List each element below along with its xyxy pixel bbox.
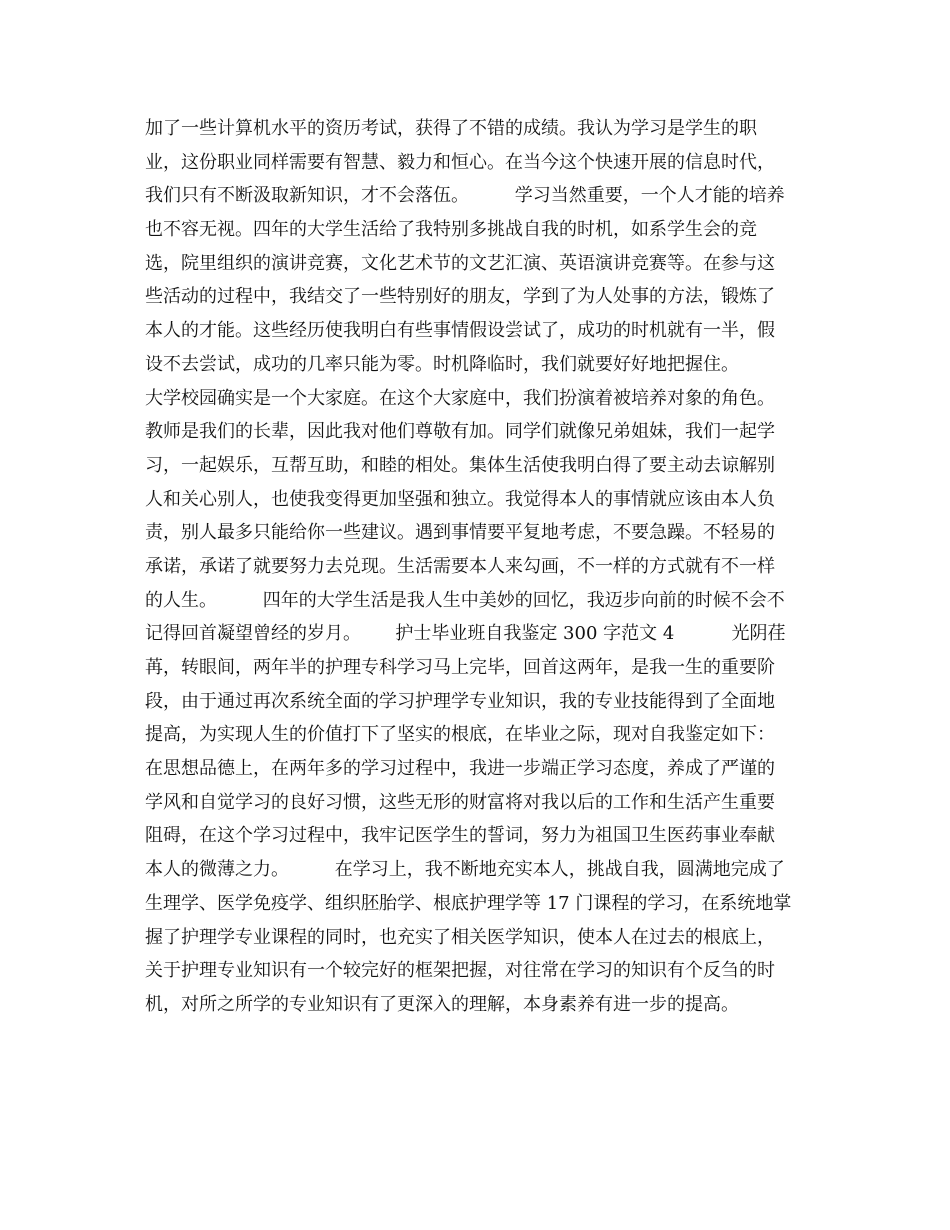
text-line: 本人的才能。这些经历使我明白有些事情假设尝试了，成功的时机就有一半，假 bbox=[145, 320, 775, 342]
text-line: 也不容无视。四年的大学生活给了我特别多挑战自我的时机，如系学生会的竞 bbox=[145, 219, 757, 241]
text-line: 些活动的过程中，我结交了一些特别好的朋友，学到了为人处事的方法，锻炼了 bbox=[145, 286, 775, 308]
text-line: 阻碍，在这个学习过程中，我牢记医学生的誓词，努力为祖国卫生医药事业奉献 bbox=[145, 825, 775, 847]
text-line: 关于护理专业知识有一个较完好的框架把握，对往常在学习的知识有个反刍的时 bbox=[145, 960, 775, 982]
body-text bbox=[145, 112, 805, 1022]
text-line: 教师是我们的长辈，因此我对他们尊敬有加。同学们就像兄弟姐妹，我们一起学 bbox=[145, 421, 775, 443]
text-line: 机，对所之所学的专业知识有了更深入的理解，本身素养有进一步的提高。 bbox=[145, 993, 739, 1015]
text-line: 习，一起娱乐，互帮互助，和睦的相处。集体生活使我明白得了要主动去谅解别 bbox=[145, 454, 775, 476]
text-line: 责，别人最多只能给你一些建议。遇到事情要平复地考虑，不要急躁。不轻易的 bbox=[145, 522, 775, 544]
text-line: 设不去尝试，成功的几率只能为零。时机降临时，我们就要好好地把握住。 bbox=[145, 353, 739, 375]
text-line: 握了护理学专业课程的同时，也充实了相关医学知识，使本人在过去的根底上， bbox=[145, 926, 775, 948]
text-line: 本人的微薄之力。 在学习上，我不断地充实本人，挑战自我，圆满地完成了 bbox=[145, 859, 785, 881]
text-line: 选，院里组织的演讲竞赛，文化艺术节的文艺汇演、英语演讲竞赛等。在参与这 bbox=[145, 252, 775, 274]
text-line: 加了一些计算机水平的资历考试，获得了不错的成绩。我认为学习是学生的职 bbox=[145, 118, 757, 139]
text-line: 大学校园确实是一个大家庭。在这个大家庭中，我们扮演着被培养对象的角色。 bbox=[145, 387, 775, 409]
text-line: 我们只有不断汲取新知识，才不会落伍。 学习当然重要，一个人才能的培养 bbox=[145, 185, 785, 207]
text-line: 人和关心别人，也使我变得更加坚强和独立。我觉得本人的事情就应该由本人负 bbox=[145, 488, 775, 510]
text-line: 的人生。 四年的大学生活是我人生中美妙的回忆，我迈步向前的时候不会不 bbox=[145, 589, 785, 611]
text-line: 业，这份职业同样需要有智慧、毅力和恒心。在当今这个快速开展的信息时代， bbox=[145, 151, 775, 173]
text-line: 学风和自觉学习的良好习惯，这些无形的财富将对我以后的工作和生活产生重要 bbox=[145, 791, 775, 813]
text-line: 在思想品德上，在两年多的学习过程中，我进一步端正学习态度，养成了严谨的 bbox=[145, 758, 775, 780]
text-line: 苒，转眼间，两年半的护理专科学习马上完毕，回首这两年，是我一生的重要阶 bbox=[145, 657, 775, 678]
text-line: 生理学、医学免疫学、组织胚胎学、根底护理学等 17 门课程的学习，在系统地掌 bbox=[145, 892, 792, 914]
text-line: 承诺，承诺了就要努力去兑现。生活需要本人来勾画，不一样的方式就有不一样 bbox=[145, 555, 775, 577]
text-line: 段，由于通过再次系统全面的学习护理学专业知识，我的专业技能得到了全面地 bbox=[145, 690, 775, 712]
text-line: 提高，为实现人生的价值打下了坚实的根底，在毕业之际，现对自我鉴定如下： bbox=[145, 724, 775, 746]
text-line: 记得回首凝望曾经的岁月。 护士毕业班自我鉴定 300 字范文 4 光阴荏 bbox=[145, 623, 786, 645]
